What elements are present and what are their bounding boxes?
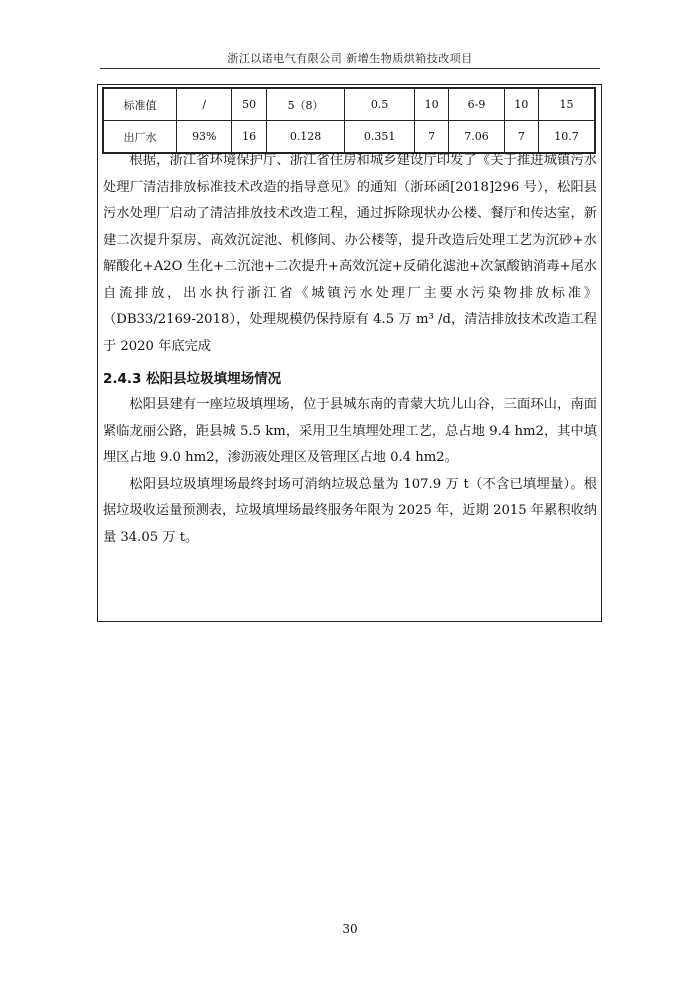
table-cell: 6-9 [449, 88, 504, 121]
table-cell: 10 [414, 88, 448, 121]
table-cell: 50 [232, 88, 266, 121]
table-cell: 0.128 [266, 121, 345, 154]
paragraph: 松阳县垃圾填埋场最终封场可消纳垃圾总量为 107.9 万 t（不含已填埋量）。根据垃圾收运量预测表，垃圾填埋场最终服务年限为 2025 年，近期 2015 年累积收纳量 34.05 万 t。 [103, 476, 597, 545]
table-cell: 15 [538, 88, 595, 121]
header-divider [100, 68, 600, 69]
table-row [103, 88, 595, 121]
table-cell: 标准值 [103, 88, 177, 121]
table-cell: 7.06 [449, 121, 504, 154]
table-cell: 出厂水 [103, 121, 177, 154]
table-cell: 16 [232, 121, 266, 154]
main-content [103, 148, 597, 551]
table-cell: 7 [504, 121, 538, 154]
table-cell: 7 [414, 121, 448, 154]
table-cell: 10 [504, 88, 538, 121]
table-cell: / [177, 88, 232, 121]
page-header: 浙江以诺电气有限公司 新增生物质烘箱技改项目 [227, 52, 473, 65]
section-heading: 2.4.3 松阳县垃圾填埋场情况 [103, 371, 282, 387]
table-cell: 0.5 [345, 88, 415, 121]
table-cell: 10.7 [538, 121, 595, 154]
table-cell: 5（8） [266, 88, 345, 121]
page-number: 30 [342, 922, 358, 936]
table-cell: 0.351 [345, 121, 415, 154]
water-quality-table [102, 87, 596, 154]
paragraph: 松阳县建有一座垃圾填埋场，位于县城东南的青蒙大坑儿山谷，三面环山，南面紧临龙丽公路，距县城 5.5 km，采用卫生填埋处理工艺，总占地 9.4 hm2，其中填埋区占地 9.0 hm2，渗沥液处理区及管理区占地 0.4 hm2。 [103, 397, 597, 465]
table-cell: 93% [177, 121, 232, 154]
paragraph: 根据，浙江省环境保护厅、浙江省住房和城乡建设厅印发了《关于推进城镇污水处理厂清洁排放标准技术改造的指导意见》的通知（浙环函[2018]296 号），松阳县污水处理厂启动了清洁排放技术改造工程，通过拆除现状办公楼、餐厅和传达室，新建二次提升泵房、高效沉淀池、机修间、办公楼等，提升改造后处理工艺为沉砂+水解酸化+A2O 生化+二沉池+二次提升+高效沉淀+反硝化滤池+次氯酸钠消毒+尾水自流排放，出水执行浙江省《城镇污水处理厂主要水污染物排放标准》（DB33/2169-2018），处理规模仍保持原有 4.5 万 m³ /d，清洁排放技术改造工程于 2020 年底完成 [103, 153, 597, 354]
